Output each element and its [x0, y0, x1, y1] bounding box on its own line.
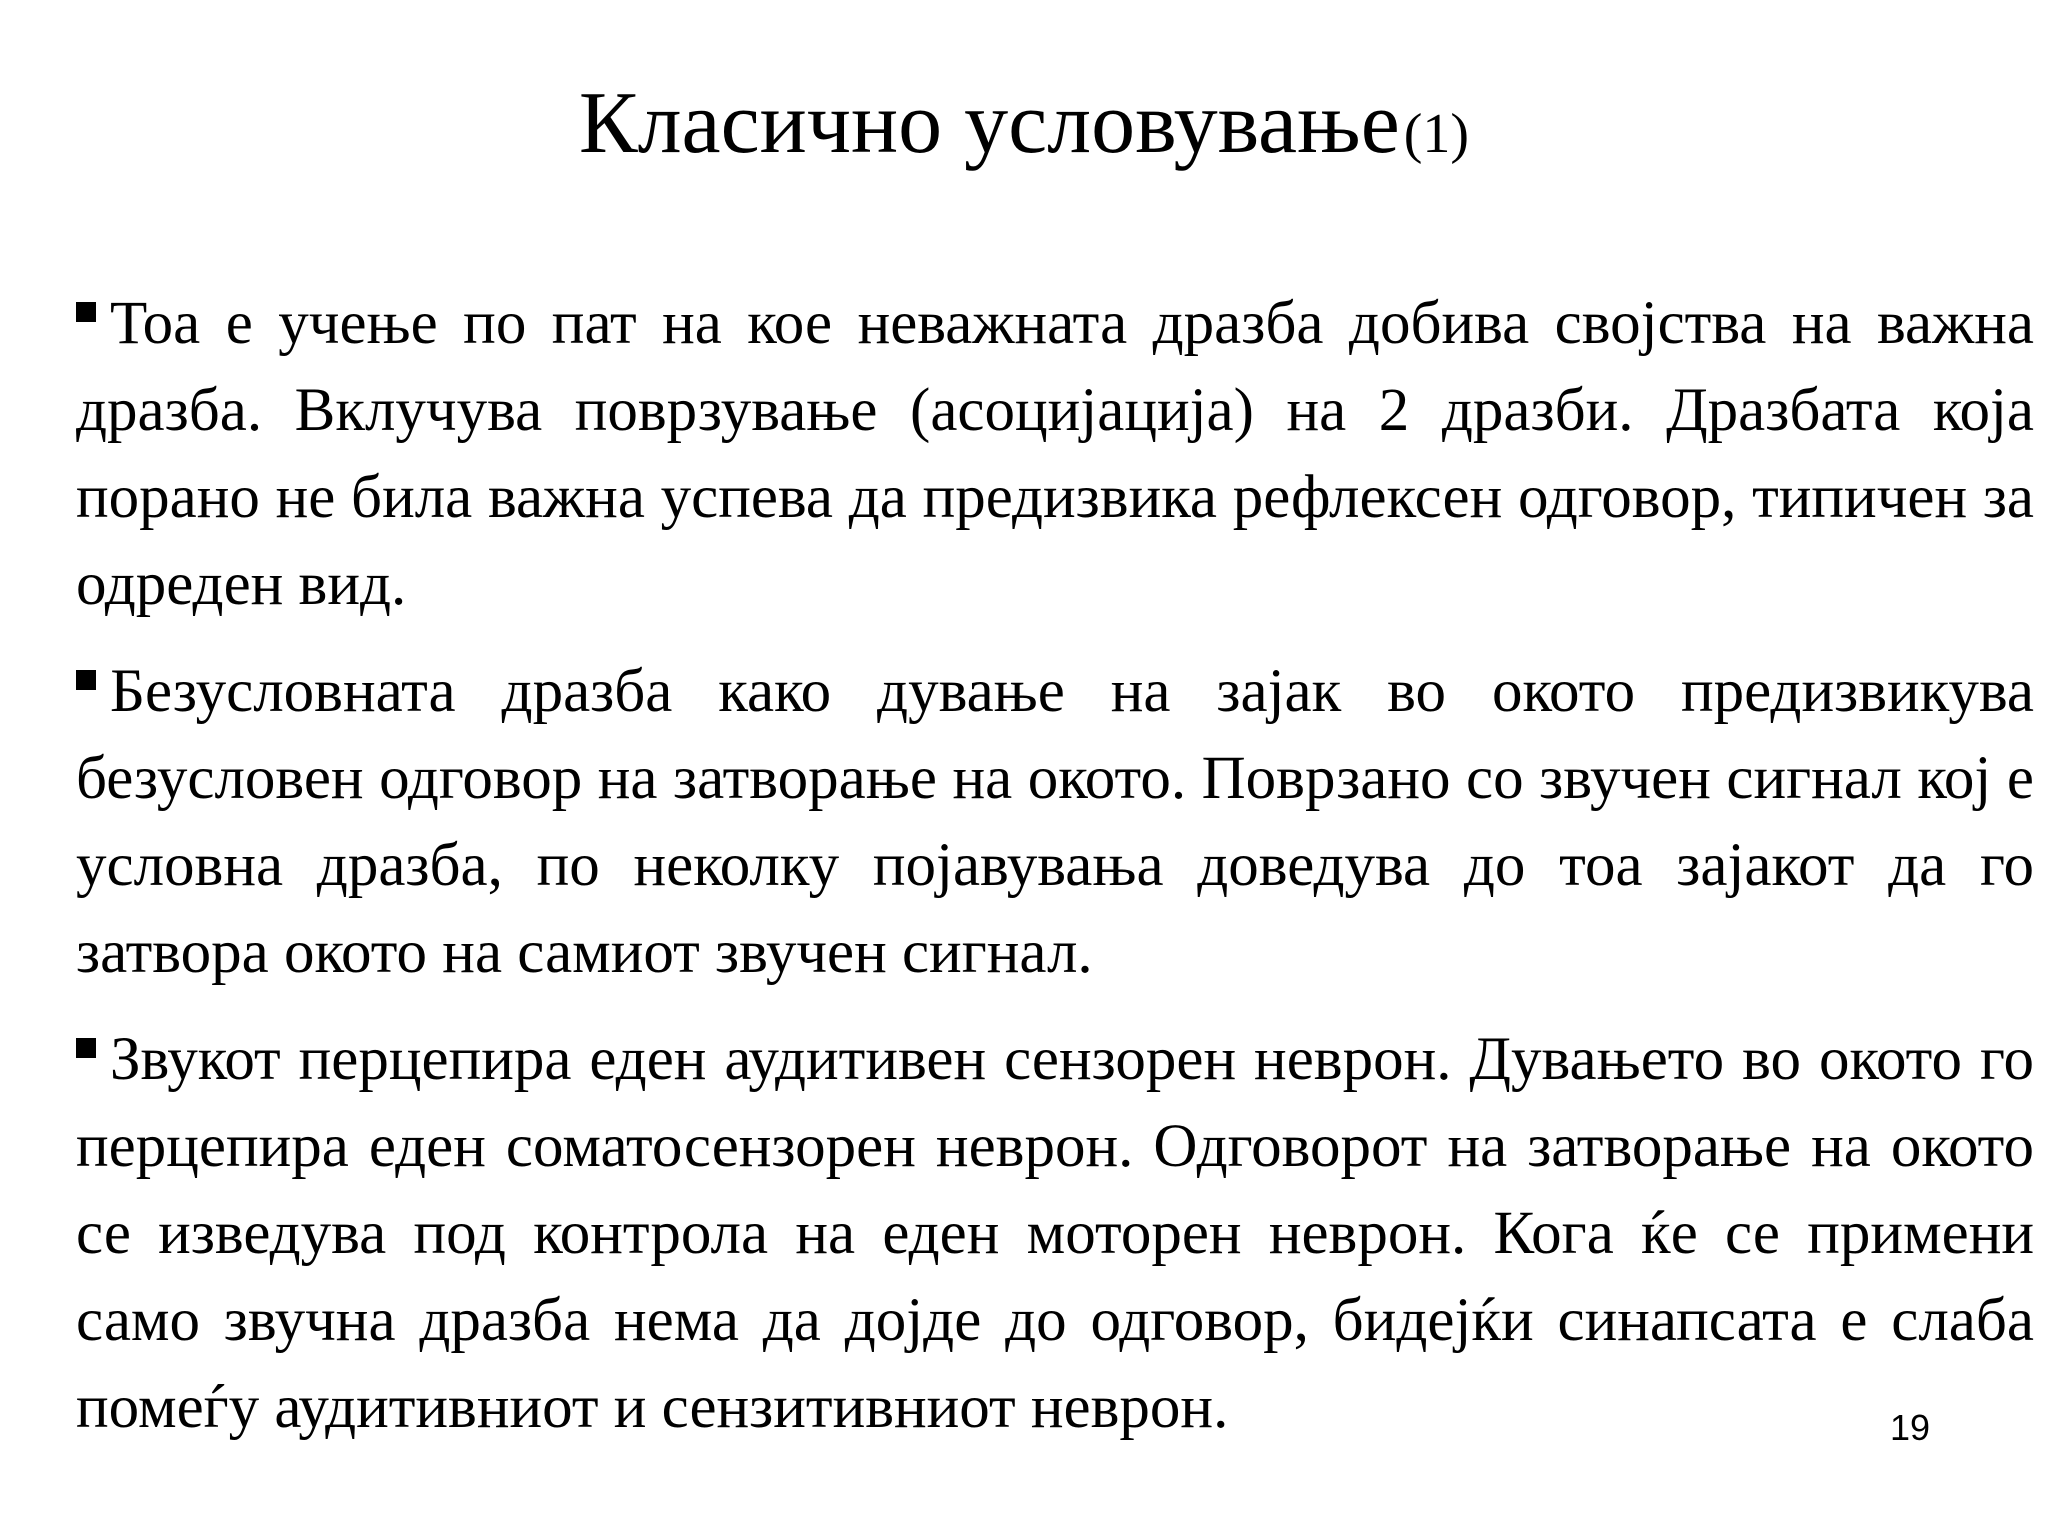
bullet-text: Звукот перцепира еден аудитивен сензорен неврон. Дувањето во окото го перцепира еден соматосензорен неврон. Одговорот на затворање на окото се изведува под контрола на еден моторен неврон. Кога ќе се примени само звучна дразба нема да дојде до одговор, бидејќи синапсата е слаба помеѓу аудитивниот и сензитивниот неврон.	[76, 1026, 2034, 1441]
slide-title	[0, 75, 2048, 172]
bullet-item	[76, 648, 2034, 996]
square-bullet-icon	[76, 670, 96, 690]
bullet-item	[76, 1016, 2034, 1451]
title-number: (1)	[1403, 103, 1470, 165]
bullet-text: Тоа е учење по пат на кое неважната дразба добива својства на важна дразба. Вклучува поврзување (асоцијација) на 2 дразби. Дразбата која порано не била важна успева да предизвика рефлексен одговор, типичен за одреден вид.	[76, 290, 2034, 618]
square-bullet-icon	[76, 302, 96, 322]
bullet-text: Безусловната дразба како дување на зајак во окото предизвикува безусловен одговор на затворање на окото. Поврзано со звучен сигнал кој е условна дразба, по неколку појавувања доведува до тоа зајакот да го затвора окото на самиот звучен сигнал.	[76, 658, 2034, 986]
bullet-item	[76, 280, 2034, 628]
title-main: Класично условување	[578, 75, 1400, 172]
bullet-list	[76, 280, 2034, 1471]
page-number: 19	[1890, 1407, 1931, 1448]
square-bullet-icon	[76, 1038, 96, 1058]
